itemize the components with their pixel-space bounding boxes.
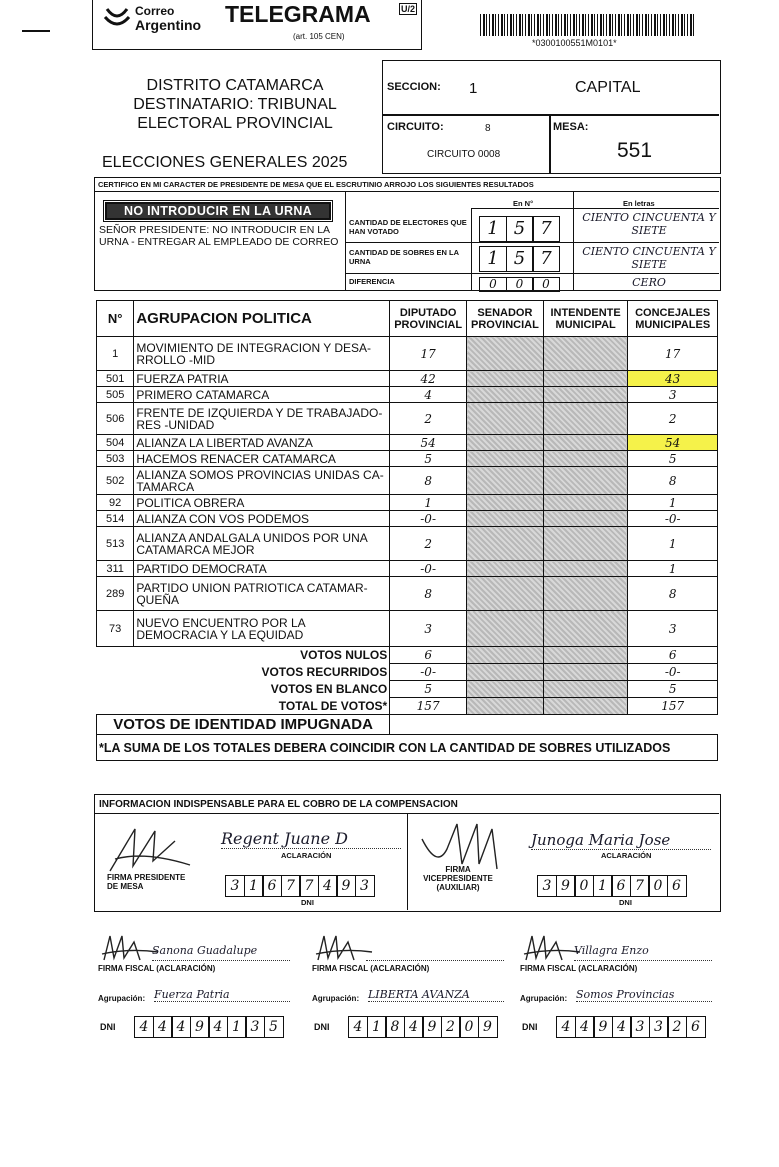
- row-diputado-votes: 8: [390, 467, 467, 495]
- location-box: [382, 60, 721, 174]
- digit-box: 1: [479, 216, 507, 242]
- fiscal-name: [366, 944, 504, 961]
- row-diputado-votes: 8: [390, 577, 467, 611]
- row-intendente-disabled: [543, 467, 628, 495]
- row-senador-disabled: [467, 467, 544, 495]
- row-party: POLITICA OBRERA: [134, 495, 390, 511]
- count-label-electores: CANTIDAD DE ELECTORES QUE HAN VOTADO: [349, 218, 467, 236]
- dni-digit-box: 1: [244, 875, 264, 897]
- seccion-number: 1: [469, 80, 478, 97]
- vice-aclaracion-label: ACLARACIÓN: [601, 851, 652, 860]
- digit-box: 5: [506, 216, 534, 242]
- row-party: ALIANZA ANDALGALA UNIDOS POR UNA CATAMARCA MEJOR: [134, 527, 390, 561]
- mesa-number: 551: [617, 139, 653, 162]
- row-party: FUERZA PATRIA: [134, 371, 390, 387]
- row-concejales-votes: 8: [628, 577, 718, 611]
- row-party: MOVIMIENTO DE INTEGRACION Y DESA-RROLLO -MID: [134, 337, 390, 371]
- row-senador-disabled: [467, 403, 544, 435]
- row-diputado-votes: 5: [390, 451, 467, 467]
- fiscal-agrupacion-label: Agrupación:: [312, 994, 360, 1003]
- fiscal-agrupacion-label: Agrupación:: [98, 994, 146, 1003]
- results-row: [97, 403, 718, 435]
- results-table: [96, 300, 718, 761]
- results-row: [97, 371, 718, 387]
- fiscal-block: [98, 928, 298, 1038]
- dni-digit-box: 3: [649, 1016, 669, 1038]
- row-party: HACEMOS RENACER CATAMARCA: [134, 451, 390, 467]
- row-concejales-votes: 1: [628, 527, 718, 561]
- summary-senador-disabled: [467, 664, 544, 681]
- row-concejales-votes: 2: [628, 403, 718, 435]
- dni-digit-box: 0: [459, 1016, 479, 1038]
- margin-mark: [22, 30, 50, 32]
- fiscal-dni-boxes: [134, 1016, 282, 1038]
- results-row: [97, 451, 718, 467]
- correo-logo-icon: [103, 5, 131, 29]
- dni-digit-box: 9: [556, 875, 576, 897]
- vice-dni-boxes: [537, 875, 685, 897]
- dni-digit-box: 0: [648, 875, 668, 897]
- dni-digit-box: 7: [281, 875, 301, 897]
- compensation-title: INFORMACION INDISPENSABLE PARA EL COBRO DE LA COMPENSACION: [99, 799, 458, 810]
- row-senador-disabled: [467, 577, 544, 611]
- row-num: 73: [97, 611, 134, 647]
- row-intendente-disabled: [543, 495, 628, 511]
- digit-box: 0: [479, 277, 507, 292]
- summary-label: VOTOS EN BLANCO: [270, 682, 388, 696]
- header-diputado: DIPUTADO PROVINCIAL: [390, 301, 467, 337]
- row-intendente-disabled: [543, 527, 628, 561]
- no-introducir-stamp: NO INTRODUCIR EN LA URNA: [105, 202, 331, 220]
- dni-digit-box: 3: [225, 875, 245, 897]
- summary-intendente-disabled: [543, 681, 628, 698]
- fiscal-block: [312, 928, 512, 1038]
- letters-electores: CIENTO CINCUENTA Y SIETE: [582, 211, 716, 237]
- row-intendente-disabled: [543, 403, 628, 435]
- row-concejales-votes: 3: [628, 387, 718, 403]
- row-num: 502: [97, 467, 134, 495]
- digit-box: 7: [532, 216, 560, 242]
- row-num: 506: [97, 403, 134, 435]
- row-concejales-votes: -0-: [628, 511, 718, 527]
- mesa-label: MESA:: [553, 121, 589, 133]
- en-letras-header: En letras: [623, 199, 655, 208]
- row-concejales-votes: 5: [628, 451, 718, 467]
- district-line1: DISTRITO CATAMARCA: [146, 77, 324, 94]
- dni-digit-box: 9: [593, 1016, 613, 1038]
- footnote-row: [97, 735, 718, 761]
- election-name: ELECCIONES GENERALES 2025: [102, 154, 348, 171]
- results-row: [97, 435, 718, 451]
- row-diputado-votes: -0-: [390, 511, 467, 527]
- dni-digit-box: 7: [299, 875, 319, 897]
- telegrama-title: TELEGRAMA: [225, 1, 371, 27]
- row-num: 503: [97, 451, 134, 467]
- summary-senador-disabled: [467, 698, 544, 715]
- logo-line1: Correo: [135, 4, 175, 18]
- summary-row: [97, 698, 718, 715]
- summary-diputado: 6: [390, 647, 467, 664]
- header-intendente: INTENDENTE MUNICIPAL: [543, 301, 628, 337]
- president-label: FIRMA PRESIDENTE DE MESA: [107, 873, 186, 891]
- row-diputado-votes: 1: [390, 495, 467, 511]
- row-diputado-votes: 2: [390, 527, 467, 561]
- row-senador-disabled: [467, 527, 544, 561]
- circuito-number: 8: [485, 123, 491, 134]
- row-concejales-votes: 54: [628, 435, 718, 451]
- fiscal-agrupacion-label: Agrupación:: [520, 994, 568, 1003]
- telegrama-subtitle: (art. 105 CEN): [293, 32, 345, 41]
- summary-concejales: -0-: [628, 664, 718, 681]
- dni-digit-box: 6: [667, 875, 687, 897]
- results-row: [97, 387, 718, 403]
- dni-digit-box: 9: [336, 875, 356, 897]
- fiscal-dni-label: DNI: [522, 1022, 538, 1032]
- row-senador-disabled: [467, 371, 544, 387]
- district-line3: ELECTORAL PROVINCIAL: [137, 115, 333, 132]
- warning-text: SEÑOR PRESIDENTE: NO INTRODUCIR EN LA URNA - ENTREGAR AL EMPLEADO DE CORREO: [99, 224, 339, 248]
- row-diputado-votes: 4: [390, 387, 467, 403]
- fiscal-dni-label: DNI: [314, 1022, 330, 1032]
- dni-digit-box: 6: [262, 875, 282, 897]
- dni-digit-box: 9: [478, 1016, 498, 1038]
- results-row: [97, 611, 718, 647]
- dni-digit-box: 4: [153, 1016, 173, 1038]
- header-num: N°: [97, 301, 134, 337]
- row-num: 92: [97, 495, 134, 511]
- vice-name: Junoga Maria Jose: [531, 831, 711, 850]
- summary-label: VOTOS NULOS: [300, 648, 388, 663]
- summary-senador-disabled: [467, 681, 544, 698]
- results-row: [97, 337, 718, 371]
- row-intendente-disabled: [543, 435, 628, 451]
- dni-digit-box: 4: [134, 1016, 154, 1038]
- row-intendente-disabled: [543, 371, 628, 387]
- row-num: 289: [97, 577, 134, 611]
- summary-intendente-disabled: [543, 698, 628, 715]
- dni-digit-box: 9: [422, 1016, 442, 1038]
- impugnados-label: VOTOS DE IDENTIDAD IMPUGNADA: [97, 715, 390, 735]
- fiscal-agrupacion: Fuerza Patria: [154, 988, 290, 1002]
- count-label-sobres: CANTIDAD DE SOBRES EN LA URNA: [349, 248, 459, 266]
- summary-diputado: 5: [390, 681, 467, 698]
- dni-digit-box: 7: [630, 875, 650, 897]
- certify-box: [94, 177, 721, 291]
- row-diputado-votes: 42: [390, 371, 467, 387]
- fiscal-dni-boxes: [348, 1016, 496, 1038]
- row-intendente-disabled: [543, 387, 628, 403]
- row-senador-disabled: [467, 495, 544, 511]
- summary-diputado: -0-: [390, 664, 467, 681]
- summary-senador-disabled: [467, 647, 544, 664]
- dni-digit-box: 6: [611, 875, 631, 897]
- certify-text: CERTIFICO EN MI CARACTER DE PRESIDENTE DE MESA QUE EL ESCRUTINIO ARROJO LOS SIGUIENTES RESULTADOS: [98, 180, 534, 189]
- dni-digit-box: 8: [385, 1016, 405, 1038]
- row-diputado-votes: 54: [390, 435, 467, 451]
- count-label-diferencia: DIFERENCIA: [349, 277, 395, 286]
- row-party: PRIMERO CATAMARCA: [134, 387, 390, 403]
- circuito-label: CIRCUITO:: [387, 121, 444, 133]
- dni-digit-box: 2: [441, 1016, 461, 1038]
- fiscal-dni-label: DNI: [100, 1022, 116, 1032]
- row-num: 514: [97, 511, 134, 527]
- impugnados-row: [97, 715, 718, 735]
- row-num: 505: [97, 387, 134, 403]
- district-line2: DESTINATARIO: TRIBUNAL: [133, 96, 337, 113]
- row-diputado-votes: 2: [390, 403, 467, 435]
- fiscal-agrupacion: LIBERTA AVANZA: [368, 988, 504, 1002]
- vice-dni-label: DNI: [619, 898, 632, 907]
- impugnados-empty: [390, 715, 718, 735]
- letters-diferencia: CERO: [632, 276, 666, 289]
- fiscal-firma-label: FIRMA FISCAL (ACLARACIÓN): [98, 964, 216, 973]
- results-row: [97, 577, 718, 611]
- dni-digit-box: 3: [245, 1016, 265, 1038]
- row-concejales-votes: 43: [628, 371, 718, 387]
- fiscal-name: Sanona Guadalupe: [152, 944, 290, 961]
- fiscal-firma-label: FIRMA FISCAL (ACLARACIÓN): [312, 964, 430, 973]
- row-intendente-disabled: [543, 561, 628, 577]
- row-num: 513: [97, 527, 134, 561]
- count-digits-electores: [479, 216, 559, 242]
- barcode-text: *0300100551M0101*: [532, 38, 617, 48]
- summary-concejales: 5: [628, 681, 718, 698]
- summary-row: [97, 647, 718, 664]
- row-num: 1: [97, 337, 134, 371]
- row-intendente-disabled: [543, 611, 628, 647]
- row-party: PARTIDO DEMOCRATA: [134, 561, 390, 577]
- dni-digit-box: 0: [574, 875, 594, 897]
- row-senador-disabled: [467, 561, 544, 577]
- dni-digit-box: 4: [404, 1016, 424, 1038]
- fiscal-block: [520, 928, 720, 1038]
- summary-concejales: 6: [628, 647, 718, 664]
- dni-digit-box: 6: [686, 1016, 706, 1038]
- summary-row: [97, 664, 718, 681]
- results-row: [97, 561, 718, 577]
- row-num: 311: [97, 561, 134, 577]
- row-intendente-disabled: [543, 511, 628, 527]
- row-concejales-votes: 17: [628, 337, 718, 371]
- president-aclaracion-label: ACLARACIÓN: [281, 851, 332, 860]
- results-row: [97, 527, 718, 561]
- dni-digit-box: 4: [612, 1016, 632, 1038]
- dni-digit-box: 9: [190, 1016, 210, 1038]
- row-senador-disabled: [467, 387, 544, 403]
- dni-digit-box: 4: [348, 1016, 368, 1038]
- results-row: [97, 511, 718, 527]
- digit-box: 5: [506, 246, 534, 272]
- row-num: 504: [97, 435, 134, 451]
- seccion-name: CAPITAL: [575, 79, 641, 96]
- row-party: NUEVO ENCUENTRO POR LA DEMOCRACIA Y LA EQUIDAD: [134, 611, 390, 647]
- summary-label: TOTAL DE VOTOS*: [278, 698, 388, 713]
- row-senador-disabled: [467, 511, 544, 527]
- header-senador: SENADOR PROVINCIAL: [467, 301, 544, 337]
- dni-digit-box: 3: [355, 875, 375, 897]
- summary-label: VOTOS RECURRIDOS: [261, 665, 388, 679]
- logo-line2: Argentino: [135, 17, 202, 33]
- row-party: FRENTE DE IZQUIERDA Y DE TRABAJADO-RES -UNIDAD: [134, 403, 390, 435]
- dni-digit-box: 2: [667, 1016, 687, 1038]
- dni-digit-box: 1: [367, 1016, 387, 1038]
- summary-intendente-disabled: [543, 647, 628, 664]
- seccion-label: SECCION:: [387, 81, 441, 93]
- dni-digit-box: 4: [171, 1016, 191, 1038]
- summary-concejales: 157: [628, 698, 718, 715]
- summary-intendente-disabled: [543, 664, 628, 681]
- president-dni-label: DNI: [301, 898, 314, 907]
- row-senador-disabled: [467, 337, 544, 371]
- dni-digit-box: 3: [537, 875, 557, 897]
- results-row: [97, 467, 718, 495]
- summary-row: [97, 681, 718, 698]
- fiscal-signature: [522, 930, 582, 964]
- summary-diputado: 157: [390, 698, 467, 715]
- president-signature: [105, 821, 195, 881]
- header-party: AGRUPACION POLITICA: [134, 301, 390, 337]
- row-intendente-disabled: [543, 577, 628, 611]
- digit-box: 7: [532, 246, 560, 272]
- en-numero-header: En N°: [513, 199, 534, 208]
- header-box: [92, 0, 422, 50]
- fiscal-signature: [314, 930, 374, 964]
- row-party: PARTIDO UNION PATRIOTICA CATAMAR-QUEÑA: [134, 577, 390, 611]
- row-senador-disabled: [467, 611, 544, 647]
- row-party: ALIANZA LA LIBERTAD AVANZA: [134, 435, 390, 451]
- row-num: 501: [97, 371, 134, 387]
- president-dni-boxes: [225, 875, 373, 897]
- row-intendente-disabled: [543, 337, 628, 371]
- dni-digit-box: 1: [227, 1016, 247, 1038]
- fiscal-firma-label: FIRMA FISCAL (ACLARACIÓN): [520, 964, 638, 973]
- circuito-name: CIRCUITO 0008: [427, 149, 501, 160]
- row-concejales-votes: 8: [628, 467, 718, 495]
- dni-digit-box: 5: [264, 1016, 284, 1038]
- row-party: ALIANZA SOMOS PROVINCIAS UNIDAS CA-TAMARCA: [134, 467, 390, 495]
- digit-box: 1: [479, 246, 507, 272]
- row-concejales-votes: 1: [628, 561, 718, 577]
- dni-digit-box: 4: [318, 875, 338, 897]
- count-digits-diferencia: [479, 275, 559, 293]
- count-digits-sobres: [479, 246, 559, 272]
- compensation-box: [94, 794, 721, 912]
- row-concejales-votes: 1: [628, 495, 718, 511]
- president-name: Regent Juane D: [221, 829, 401, 849]
- digit-box: 0: [532, 277, 560, 292]
- dni-digit-box: 1: [593, 875, 613, 897]
- row-diputado-votes: 17: [390, 337, 467, 371]
- header-concejales: CONCEJALES MUNICIPALES: [628, 301, 718, 337]
- digit-box: 0: [506, 277, 534, 292]
- row-diputado-votes: 3: [390, 611, 467, 647]
- row-concejales-votes: 3: [628, 611, 718, 647]
- row-diputado-votes: -0-: [390, 561, 467, 577]
- district-block: [100, 76, 370, 133]
- vice-label: FIRMA VICEPRESIDENTE (AUXILIAR): [423, 865, 493, 892]
- row-party: ALIANZA CON VOS PODEMOS: [134, 511, 390, 527]
- fiscal-agrupacion: Somos Provincias: [576, 988, 712, 1002]
- dni-digit-box: 4: [575, 1016, 595, 1038]
- dni-digit-box: 3: [630, 1016, 650, 1038]
- fiscal-dni-boxes: [556, 1016, 704, 1038]
- letters-sobres: CIENTO CINCUENTA Y SIETE: [582, 245, 716, 271]
- dni-digit-box: 4: [208, 1016, 228, 1038]
- results-row: [97, 495, 718, 511]
- footnote: *LA SUMA DE LOS TOTALES DEBERA COINCIDIR CON LA CANTIDAD DE SOBRES UTILIZADOS: [97, 735, 718, 761]
- row-senador-disabled: [467, 451, 544, 467]
- row-intendente-disabled: [543, 451, 628, 467]
- title-badge: U/2: [401, 4, 416, 14]
- dni-digit-box: 4: [556, 1016, 576, 1038]
- fiscal-name: Villagra Enzo: [574, 944, 712, 961]
- barcode: [480, 14, 695, 36]
- fiscal-signature: [100, 930, 160, 964]
- row-senador-disabled: [467, 435, 544, 451]
